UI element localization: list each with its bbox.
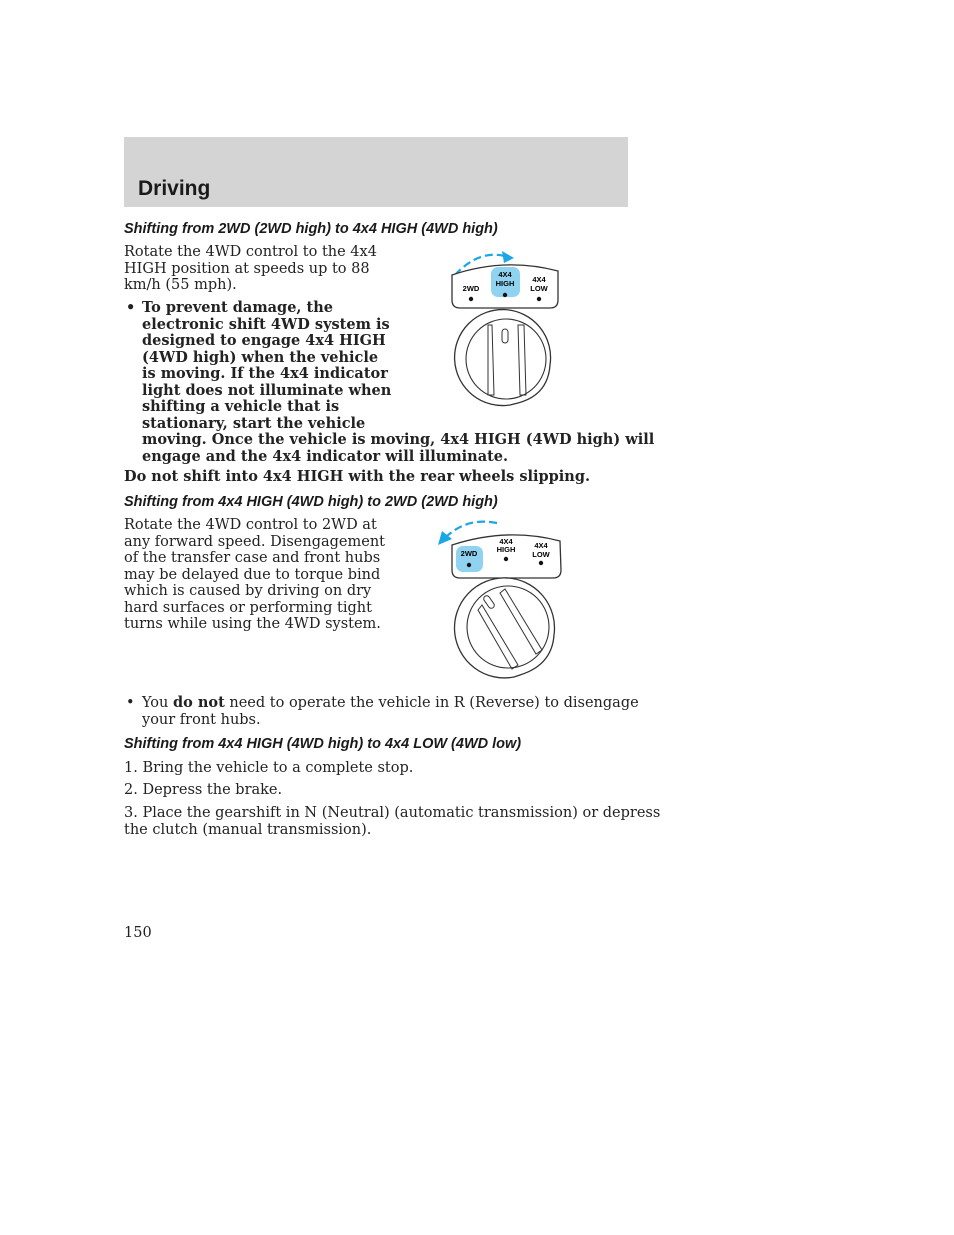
position-dot-low-2 (539, 561, 543, 565)
position-dot-2wd-2 (467, 563, 471, 567)
label-4x4-high-top: 4X4 (498, 270, 512, 279)
rotation-arrow-head (502, 251, 514, 263)
bullet-dot-2: • (126, 695, 135, 711)
step-1: 1. Bring the vehicle to a complete stop. (124, 760, 414, 776)
selector-diagram-4x4-high (440, 245, 570, 415)
position-dot-high-2 (504, 557, 508, 561)
section1-intro: Rotate the 4WD control to the 4x4 HIGH position at speeds up to 88 km/h (55 mph). (124, 244, 377, 293)
label-4x4-low-top: 4X4 (532, 275, 546, 284)
hubs-bullet: • You do not need to operate the vehicle in R (Reverse) to disengage your front hubs. (126, 694, 639, 728)
label-low: LOW (530, 284, 548, 293)
warning-bullet: • To prevent damage, the electronic shift 4WD system is designed to engage 4x4 HIGH (4WD high) when the vehicle is moving. If the 4x4 indicator light does not illuminate when shifting a vehicle that is stationary, start the vehicle moving. Once the vehicle is moving, 4x4 HIGH (4WD high) will engage and the 4x4 indicator will illuminate. (126, 299, 655, 465)
page-number: 150 (124, 925, 152, 941)
page-title: Driving (138, 177, 211, 200)
position-dot-2wd (469, 297, 473, 301)
label-high-2: HIGH (496, 545, 516, 554)
label-high: HIGH (495, 279, 515, 288)
section-heading-4x4-high-to-4x4-low: Shifting from 4x4 HIGH (4WD high) to 4x4 LOW (4WD low) (124, 736, 522, 752)
label-2wd: 2WD (462, 284, 480, 293)
label-low-2: LOW (532, 550, 550, 559)
step-2: 2. Depress the brake. (124, 782, 283, 798)
rear-wheels-note: Do not shift into 4x4 HIGH with the rear wheels slipping. (124, 468, 591, 485)
position-dot-low (537, 297, 541, 301)
label-2wd-2: 2WD (460, 549, 478, 558)
knob-outer-2 (455, 578, 555, 678)
section-heading-4x4-high-to-2wd: Shifting from 4x4 HIGH (4WD high) to 2WD (2WD high) (124, 494, 498, 510)
label-4x4-high-top-2: 4X4 (499, 537, 513, 546)
section-heading-2wd-to-4x4-high: Shifting from 2WD (2WD high) to 4x4 HIGH (4WD high) (124, 221, 498, 237)
label-4x4-low-top-2: 4X4 (534, 541, 548, 550)
step-3: 3. Place the gearshift in N (Neutral) (automatic transmission) or depress the clutch (manual transmission). (124, 805, 661, 838)
rotation-arrow-path-2 (446, 522, 497, 537)
section2-intro: Rotate the 4WD control to 2WD at any forward speed. Disengagement of the transfer case and front hubs may be delayed due to torque bind which is caused by driving on dry hard surfaces or performing tight turns while using the 4WD system. (124, 517, 385, 632)
knob-outer (455, 310, 551, 406)
position-dot-high (503, 293, 507, 297)
header-band (124, 137, 628, 207)
selector-diagram-2wd (432, 515, 572, 685)
bullet-dot: • (126, 299, 136, 316)
